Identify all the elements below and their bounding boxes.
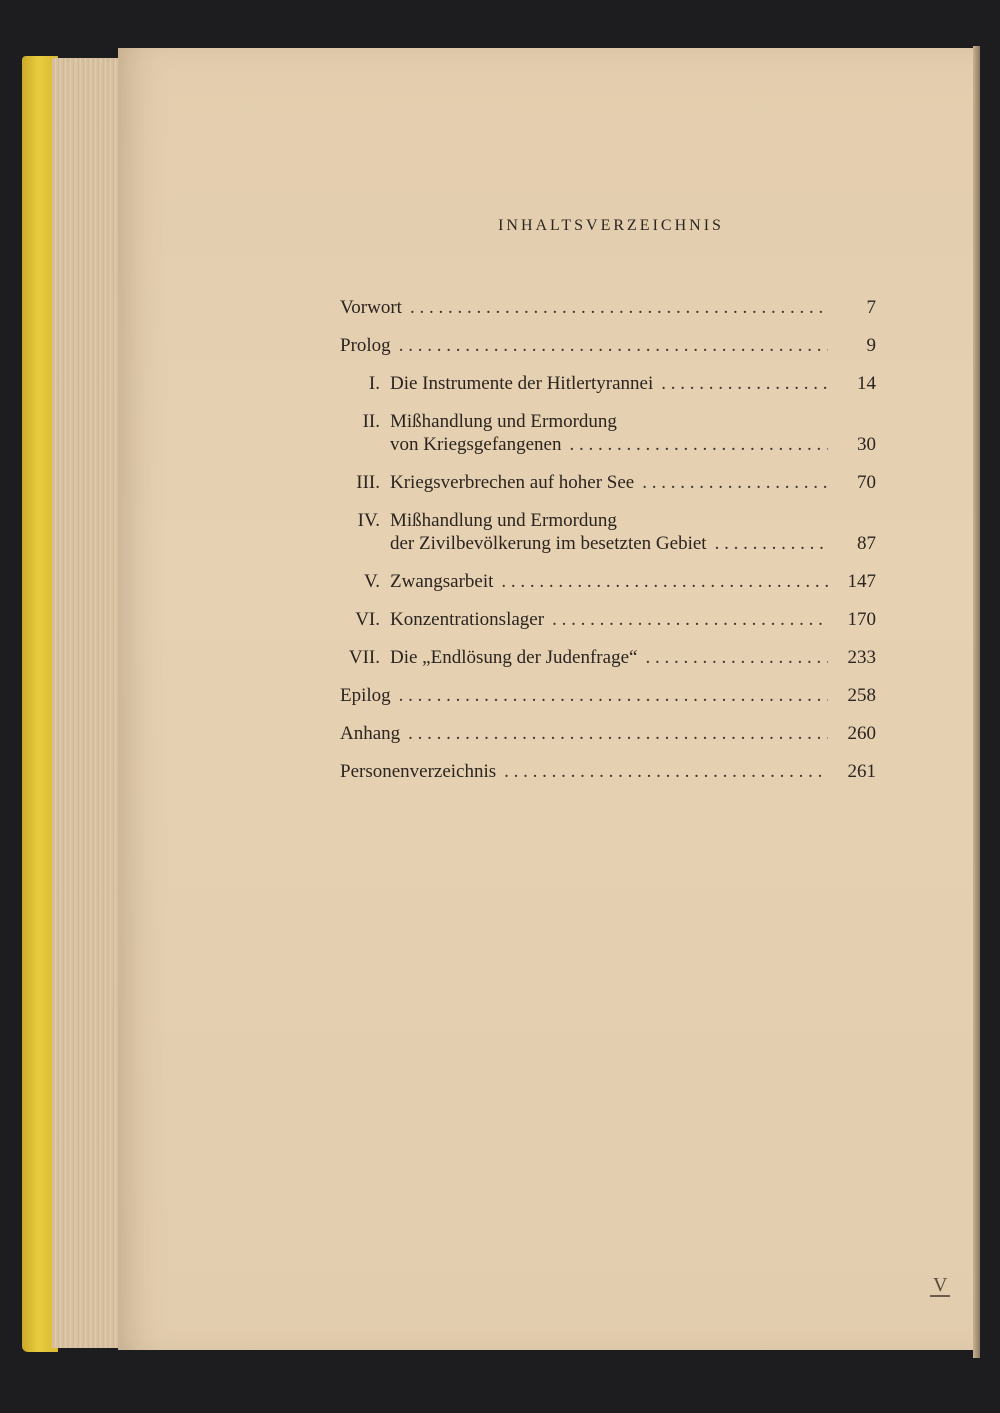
toc-label: Kriegsverbrechen auf hoher See xyxy=(390,472,635,493)
toc-label: Epilog xyxy=(340,685,391,706)
leader-dots xyxy=(504,760,828,783)
leader-dots xyxy=(661,372,828,395)
toc-entry-chapter-4 xyxy=(340,509,876,555)
leader-dots xyxy=(552,608,828,631)
table-of-contents xyxy=(340,296,876,798)
leader-dots xyxy=(410,296,828,319)
chapter-number: I. xyxy=(368,373,380,394)
toc-page-number: 14 xyxy=(857,373,876,394)
toc-label: Zwangsarbeit xyxy=(390,571,494,592)
toc-entry-chapter-7 xyxy=(340,646,876,669)
toc-label: Konzentrationslager xyxy=(390,609,545,630)
leader-dots xyxy=(715,532,828,555)
toc-entry-chapter-3 xyxy=(340,471,876,494)
toc-label: Mißhandlung und Ermordung xyxy=(390,411,617,432)
toc-entry-chapter-2 xyxy=(340,410,876,456)
toc-page-number: 147 xyxy=(847,571,876,592)
leader-dots xyxy=(399,684,828,707)
toc-page-number: 87 xyxy=(857,533,876,554)
toc-label: Anhang xyxy=(340,723,401,744)
chapter-number: VI. xyxy=(355,609,380,630)
toc-label: Die „Endlösung der Judenfrage“ xyxy=(390,647,638,668)
leader-dots xyxy=(645,646,828,669)
page-signature-mark: V xyxy=(930,1275,950,1297)
chapter-number: III. xyxy=(356,472,380,493)
leader-dots xyxy=(408,722,828,745)
toc-entry-epilog xyxy=(340,684,876,707)
toc-page-number: 233 xyxy=(847,647,876,668)
toc-entry-vorwort xyxy=(340,296,876,319)
leader-dots xyxy=(399,334,828,357)
leader-dots xyxy=(501,570,828,593)
toc-label: Mißhandlung und Ermordung xyxy=(390,510,617,531)
chapter-number: V. xyxy=(363,571,380,592)
toc-entry-prolog xyxy=(340,334,876,357)
chapter-number: VII. xyxy=(348,647,380,668)
leader-dots xyxy=(569,433,828,456)
toc-page-number: 170 xyxy=(847,609,876,630)
toc-page-number: 258 xyxy=(847,685,876,706)
page-right-edge xyxy=(973,46,980,1358)
toc-page-number: 7 xyxy=(866,297,876,318)
toc-label: Personenverzeichnis xyxy=(340,761,497,782)
toc-entry-anhang xyxy=(340,722,876,745)
chapter-number: IV. xyxy=(357,510,380,531)
toc-page-number: 260 xyxy=(847,723,876,744)
toc-entry-personenverzeichnis xyxy=(340,760,876,783)
leader-dots xyxy=(642,471,828,494)
page-title: INHALTSVERZEICHNIS xyxy=(498,217,724,234)
toc-label-continued: der Zivilbevölkerung im besetzten Gebiet xyxy=(390,533,707,554)
toc-label-continued: von Kriegsgefangenen xyxy=(390,434,562,455)
toc-label: Die Instrumente der Hitlertyrannei xyxy=(390,373,654,394)
toc-page-number: 261 xyxy=(847,761,876,782)
toc-entry-chapter-6 xyxy=(340,608,876,631)
toc-entry-chapter-5 xyxy=(340,570,876,593)
toc-page-number: 70 xyxy=(857,472,876,493)
toc-label: Vorwort xyxy=(340,297,402,318)
toc-label: Prolog xyxy=(340,335,391,356)
chapter-number: II. xyxy=(362,411,380,432)
toc-page-number: 9 xyxy=(866,335,876,356)
toc-entry-chapter-1 xyxy=(340,372,876,395)
toc-page-number: 30 xyxy=(857,434,876,455)
